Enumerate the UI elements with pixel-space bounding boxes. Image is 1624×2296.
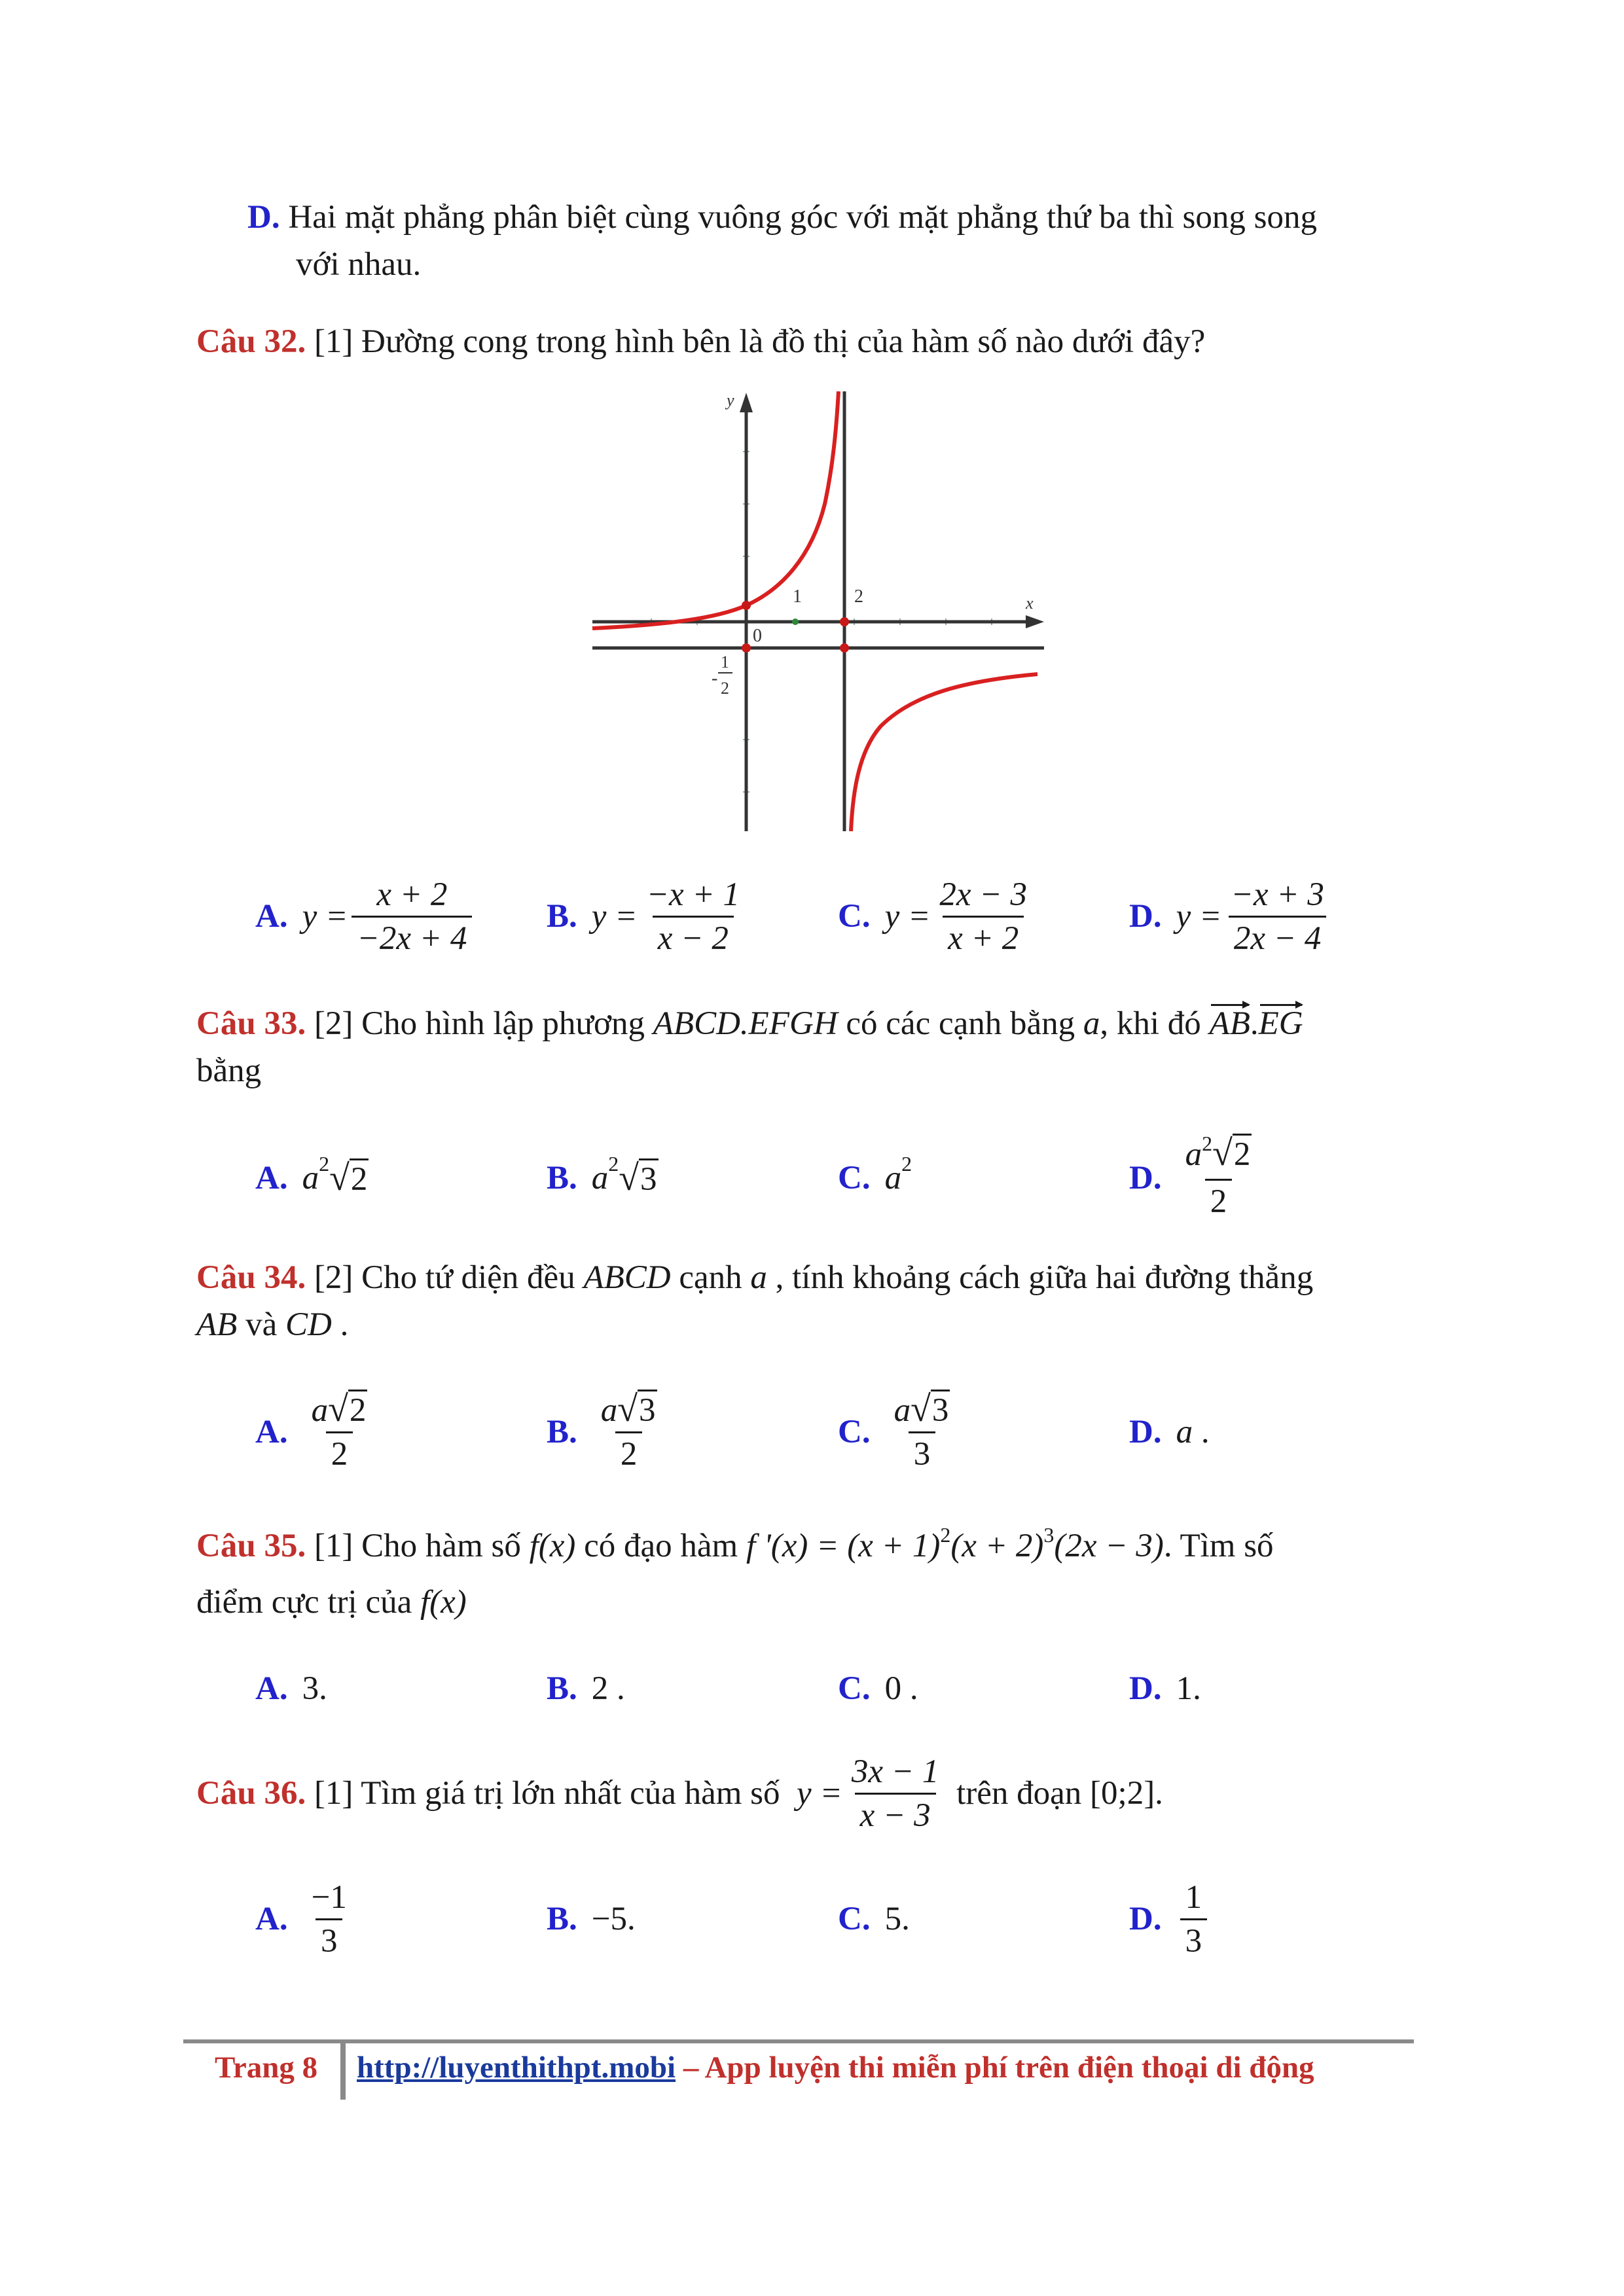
q35-stem-cont	[196, 1579, 1414, 1626]
denominator: 2	[326, 1431, 353, 1475]
option-label: A.	[255, 1670, 288, 1707]
question-text: cạnh	[679, 1259, 742, 1296]
question-text: [1] Cho hàm số	[314, 1528, 521, 1564]
exponent: 3	[1043, 1523, 1055, 1547]
option-label: A.	[255, 1414, 288, 1450]
footer-text: – App luyện thi miễn phí trên điện thoại di động	[683, 2051, 1314, 2085]
x-axis-label: x	[1026, 594, 1034, 613]
question-text: [2] Cho hình lập phương	[314, 1005, 645, 1042]
q32-option-b[interactable]	[547, 870, 749, 962]
function: f(x)	[420, 1584, 467, 1621]
q35-option-d[interactable]	[1129, 1649, 1201, 1728]
fraction	[1180, 1134, 1257, 1223]
lhs: y =	[1176, 898, 1222, 935]
point-asymptote-cross	[840, 643, 849, 653]
factor: (x + 2)	[950, 1528, 1044, 1564]
option-label: C.	[838, 1901, 871, 1937]
exponent: 2	[901, 1151, 912, 1175]
option-label: D.	[1129, 1414, 1162, 1450]
option-label: C.	[838, 1414, 871, 1450]
q33-option-b[interactable]	[547, 1132, 659, 1224]
fraction	[1225, 874, 1329, 960]
sqrt: √ 3	[619, 1157, 657, 1198]
question-text: [1] Tìm giá trị lớn nhất của hàm số	[314, 1775, 780, 1812]
denominator: x + 2	[943, 916, 1024, 960]
q32-option-c[interactable]	[838, 870, 1036, 962]
derivative: f '(x) = (x + 1)	[746, 1528, 941, 1564]
radicand: 2	[350, 1158, 369, 1198]
q33-options	[255, 1132, 1434, 1224]
fraction: a √ 3 3	[889, 1390, 956, 1475]
point-x2	[840, 617, 849, 626]
value: −5.	[591, 1901, 636, 1937]
tick-label-1: 1	[793, 586, 802, 607]
numerator: −x + 1	[646, 876, 740, 913]
value: 2 .	[591, 1670, 625, 1707]
question-label: Câu 34.	[196, 1259, 306, 1296]
base: a	[884, 1160, 902, 1196]
q33-stem	[196, 1000, 1414, 1047]
base: a	[591, 1160, 609, 1196]
q31-option-d	[247, 194, 1465, 241]
q35-options	[255, 1649, 1434, 1728]
lhs: y =	[302, 898, 348, 935]
option-label: C.	[838, 898, 871, 935]
value: 0 .	[884, 1670, 918, 1707]
fraction: a √ 3 2	[596, 1390, 662, 1475]
q34-stem-cont	[196, 1301, 1414, 1348]
question-label: Câu 36.	[196, 1775, 306, 1812]
value: 3.	[302, 1670, 327, 1707]
point-y-intercept	[742, 601, 751, 610]
option-text: Hai mặt phẳng phân biệt cùng vuông góc với mặt phẳng thứ ba thì song song	[288, 199, 1317, 236]
footer-separator	[340, 2039, 346, 2100]
q32-stem	[196, 318, 1414, 365]
coef: a	[893, 1391, 911, 1429]
question-text: . Tìm số	[1163, 1528, 1274, 1564]
radicand: 3	[638, 1390, 657, 1429]
origin-label: 0	[753, 626, 762, 646]
option-label: D.	[247, 199, 280, 236]
radicand: 2	[348, 1390, 368, 1429]
base: a	[1185, 1136, 1202, 1173]
end: .	[1200, 1414, 1210, 1450]
option-label: D.	[1129, 1901, 1162, 1937]
option-label: B.	[547, 1670, 577, 1707]
question-text: điểm cực trị của	[196, 1584, 412, 1621]
option-label: A.	[255, 1160, 288, 1196]
q35-stem	[196, 1522, 1414, 1573]
footer-text-line	[357, 2050, 1314, 2085]
question-text: .	[340, 1306, 349, 1343]
x-axis-arrow	[1026, 615, 1044, 628]
base: a	[302, 1160, 319, 1196]
option-label: B.	[547, 1160, 577, 1196]
q36-option-a[interactable]	[255, 1873, 356, 1965]
radicand: 3	[639, 1158, 659, 1198]
question-label: Câu 33.	[196, 1005, 306, 1042]
option-label: C.	[838, 1670, 871, 1707]
q33-stem-cont	[196, 1047, 1414, 1094]
q33-option-c[interactable]	[838, 1132, 912, 1224]
question-text: và	[245, 1306, 278, 1343]
fraction	[352, 874, 472, 960]
q32-options	[255, 870, 1434, 962]
cube-name: ABCD.EFGH	[653, 1005, 838, 1042]
denominator: 3	[1180, 1918, 1208, 1962]
denominator: 2x − 4	[1229, 916, 1327, 960]
point-x1	[792, 619, 799, 625]
q36-option-b[interactable]	[547, 1873, 636, 1965]
line-cd: CD	[285, 1306, 332, 1343]
numerator: 2x − 3	[939, 876, 1027, 913]
denominator: 2	[615, 1431, 643, 1475]
denominator: x − 2	[653, 916, 734, 960]
option-text-cont: với nhau.	[296, 246, 422, 283]
curve-right-branch	[851, 674, 1038, 831]
denominator: 3	[909, 1431, 936, 1475]
q34-option-d[interactable]	[1129, 1386, 1210, 1478]
q34-options	[255, 1386, 1434, 1478]
dot: .	[1250, 1005, 1259, 1042]
numerator: 3x − 1	[851, 1753, 939, 1790]
radicand: 3	[931, 1390, 950, 1429]
question-text: , khi đó	[1100, 1005, 1201, 1042]
option-label: A.	[255, 1901, 288, 1937]
q35-option-a[interactable]	[255, 1649, 327, 1728]
option-label: B.	[547, 1901, 577, 1937]
vector-ab: AB	[1210, 1000, 1250, 1047]
fraction	[641, 874, 745, 960]
tetra-name: ABCD	[583, 1259, 671, 1296]
denominator: 2	[1205, 1179, 1233, 1223]
lhs: y =	[797, 1775, 842, 1812]
exponent: 2	[608, 1151, 619, 1175]
value: a	[1176, 1414, 1193, 1450]
fraction	[306, 1876, 352, 1962]
q36-option-c[interactable]	[838, 1873, 910, 1965]
question-text: [2] Cho tứ diện đều	[314, 1259, 575, 1296]
option-label: D.	[1129, 1670, 1162, 1707]
option-label: B.	[547, 1414, 577, 1450]
q35-option-b[interactable]	[547, 1649, 625, 1728]
lhs: y =	[591, 898, 638, 935]
q34-option-b[interactable]	[547, 1386, 666, 1478]
question-label: Câu 35.	[196, 1528, 306, 1564]
numerator: −x + 3	[1231, 876, 1324, 913]
neg-half-den: 2	[721, 679, 729, 698]
q36-options	[255, 1873, 1434, 1965]
y-axis-label: y	[727, 391, 734, 410]
exponent: 2	[319, 1151, 330, 1175]
q34-option-c[interactable]	[838, 1386, 959, 1478]
fraction: a √ 2 2	[306, 1390, 373, 1475]
tick-label-2: 2	[854, 586, 863, 607]
point-neg-half	[742, 643, 751, 653]
factor: (2x − 3)	[1054, 1528, 1164, 1564]
fraction	[934, 874, 1032, 960]
question-text: [1] Đường cong trong hình bên là đồ thị của hàm số nào dưới đây?	[314, 323, 1206, 360]
q36-stem	[196, 1748, 1414, 1839]
numerator: $a^2$ √ 2	[1185, 1132, 1251, 1174]
neg-half-sign: -	[712, 668, 718, 689]
value: 5.	[884, 1901, 910, 1937]
lhs: y =	[884, 898, 931, 935]
footer-rule	[183, 2039, 1414, 2043]
edge-var: a	[1083, 1005, 1100, 1042]
q32-graph	[586, 386, 1057, 838]
question-text: , tính khoảng cách giữa hai đường thẳng	[775, 1259, 1314, 1296]
q33-option-a[interactable]	[255, 1132, 369, 1224]
coef: a	[311, 1391, 329, 1429]
value: 1.	[1176, 1670, 1201, 1707]
fraction	[1180, 1876, 1208, 1962]
option-label: B.	[547, 898, 577, 935]
fraction	[846, 1751, 945, 1837]
option-label: A.	[255, 898, 288, 935]
edge-var: a	[750, 1259, 767, 1296]
line-ab: AB	[196, 1306, 238, 1343]
question-text: có đạo hàm	[584, 1528, 738, 1564]
denominator: −2x + 4	[352, 916, 472, 960]
exponent: 2	[940, 1523, 951, 1547]
q34-stem	[196, 1254, 1414, 1301]
y-axis-arrow	[740, 393, 753, 412]
coef: a	[600, 1391, 618, 1429]
numerator: 1	[1185, 1878, 1202, 1916]
radicand: 2	[1233, 1134, 1252, 1174]
function: f(x)	[529, 1528, 576, 1564]
q35-option-c[interactable]	[838, 1649, 918, 1728]
option-label: D.	[1129, 898, 1162, 935]
numerator: x + 2	[376, 876, 448, 913]
question-text: bằng	[196, 1052, 262, 1089]
option-label: D.	[1129, 1160, 1162, 1196]
q36-option-d[interactable]	[1129, 1873, 1211, 1965]
q32-option-d[interactable]	[1129, 870, 1333, 962]
question-label: Câu 32.	[196, 323, 306, 360]
neg-half-num: 1	[721, 653, 729, 672]
denominator: 3	[316, 1918, 343, 1962]
q32-option-a[interactable]	[255, 870, 476, 962]
question-text: có các cạnh bằng	[846, 1005, 1075, 1042]
page-number: Trang 8	[215, 2051, 318, 2085]
vector-eg: EG	[1259, 1000, 1303, 1047]
footer-link[interactable]: http://luyenthithpt.mobi	[357, 2051, 676, 2085]
q33-option-d[interactable]	[1129, 1132, 1261, 1224]
denominator: x − 3	[855, 1793, 936, 1837]
q34-option-a[interactable]	[255, 1386, 376, 1478]
question-text: trên đoạn [0;2].	[956, 1775, 1163, 1812]
exponent: 2	[1202, 1132, 1213, 1155]
numerator: −1	[311, 1878, 347, 1916]
option-label: C.	[838, 1160, 871, 1196]
sqrt: √ 2	[329, 1157, 368, 1198]
q31-option-d-cont	[296, 241, 1513, 288]
